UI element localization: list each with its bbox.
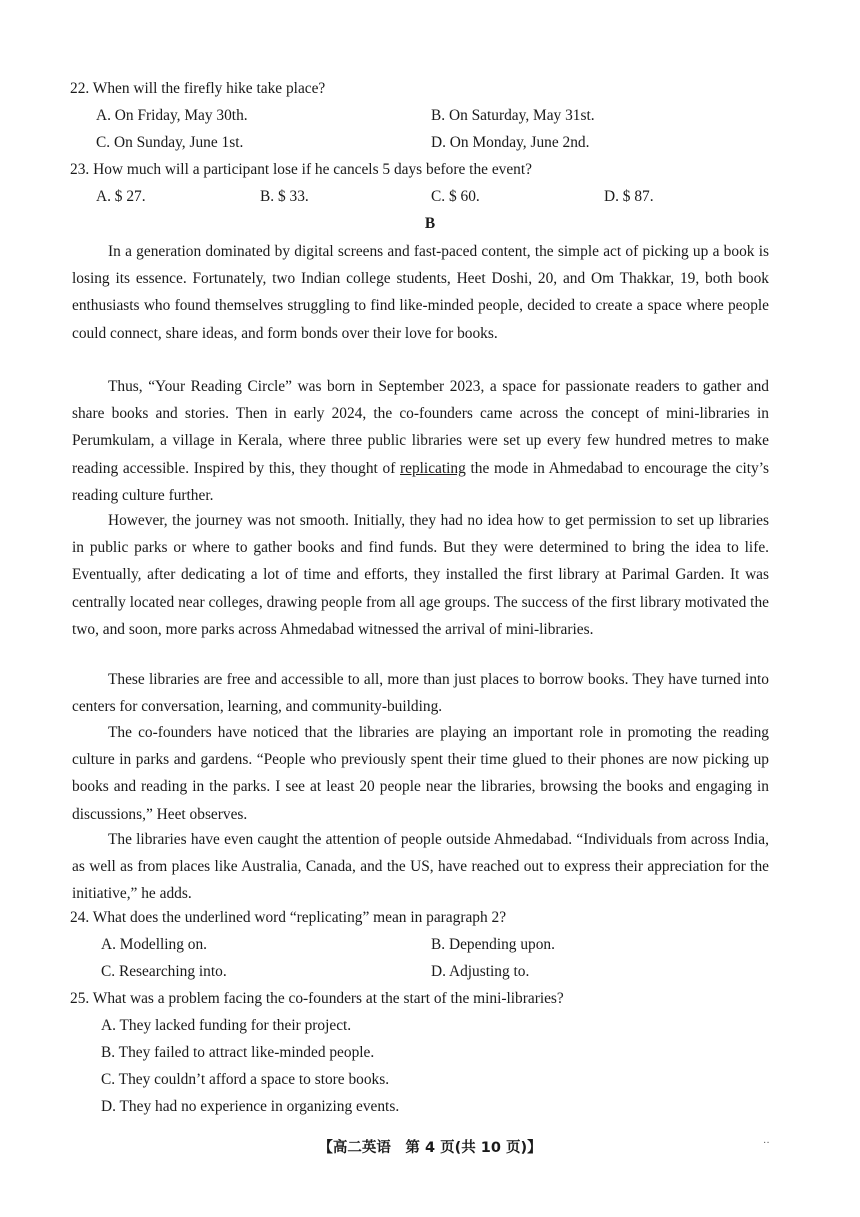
passage-paragraph-4: These libraries are free and accessible to all, more than just places to borrow books. They have turned into centers for conversation, learning, and community-building. xyxy=(72,671,769,716)
underlined-word-replicating: replicating xyxy=(400,459,466,477)
corner-mark: ·· xyxy=(763,1138,770,1149)
passage-paragraph-3: However, the journey was not smooth. Initially, they had no idea how to get permission to set up libraries in public parks or where to gather books and find funds. But they were determined to bring the idea to life. Eventually, after dedicating a lot of time and efforts, they installed the first library at Parimal Garden. It was centrally located near colleges, drawing people from all age groups. The success of the first library motivated the two, and soon, more parks across Ahmedabad witnessed the arrival of mini-libraries. xyxy=(72,512,769,638)
paragraph-2-text-after: the mode in Ahmedabad to encourage the city’s reading culture further. xyxy=(72,459,769,504)
q22-option-c: C. On Sunday, June 1st. xyxy=(96,134,244,151)
section-heading-b: B xyxy=(424,215,436,232)
passage-paragraph-2 xyxy=(72,373,769,509)
q23-option-b: B. $ 33. xyxy=(260,188,309,205)
passage-paragraph-5: The co-founders have noticed that the libraries are playing an important role in promoting the reading culture in parks and gardens. “People who previously spent their time glued to their phones are now picking up books and reading in the parks. I see at least 20 people near the libraries, browsing the books and engaging in discussions,” Heet observes. xyxy=(72,724,769,823)
q24-option-c: C. Researching into. xyxy=(101,963,227,980)
q25-option-a: A. They lacked funding for their project. xyxy=(101,1017,352,1034)
q24-option-d: D. Adjusting to. xyxy=(431,963,530,980)
q22-option-d: D. On Monday, June 2nd. xyxy=(431,134,590,151)
question-23: 23. How much will a participant lose if he cancels 5 days before the event? xyxy=(70,161,532,178)
q24-option-b: B. Depending upon. xyxy=(431,936,555,953)
paragraph-2-text-before: Thus, “Your Reading Circle” was born in September 2023, a space for passionate readers to gather and share books and stories. Then in early 2024, the co-founders came across the concept of mini-libraries in Perumkulam, a village in Kerala, where three public libraries were set up every few hundred metres to make reading accessible. Inspired by this, they thought of xyxy=(72,378,769,477)
question-24: 24. What does the underlined word “replicating” mean in paragraph 2? xyxy=(70,909,507,926)
q25-option-d: D. They had no experience in organizing events. xyxy=(101,1098,400,1115)
passage-paragraph-1: In a generation dominated by digital screens and fast-paced content, the simple act of picking up a book is losing its essence. Fortunately, two Indian college students, Heet Doshi, 20, and Om Thakkar, 19, both book enthusiasts who found themselves struggling to find like-minded people, decided to create a space where people could connect, share ideas, and form bonds over their love for books. xyxy=(72,243,769,342)
q22-option-b: B. On Saturday, May 31st. xyxy=(431,107,595,124)
q23-option-c: C. $ 60. xyxy=(431,188,480,205)
q25-option-b: B. They failed to attract like-minded people. xyxy=(101,1044,375,1061)
passage-paragraph-6: The libraries have even caught the attention of people outside Ahmedabad. “Individuals from across India, as well as from places like Australia, Canada, and the US, have reached out to express their appreciation for the initiative,” he adds. xyxy=(72,831,769,903)
q23-option-d: D. $ 87. xyxy=(604,188,654,205)
page-footer: 【高二英语 第 4 页(共 10 页)】 xyxy=(318,1140,542,1156)
q22-option-a: A. On Friday, May 30th. xyxy=(96,107,248,124)
q23-option-a: A. $ 27. xyxy=(96,188,146,205)
question-25: 25. What was a problem facing the co-founders at the start of the mini-libraries? xyxy=(70,990,564,1007)
q24-option-a: A. Modelling on. xyxy=(101,936,208,953)
q25-option-c: C. They couldn’t afford a space to store books. xyxy=(101,1071,390,1088)
question-22: 22. When will the firefly hike take place? xyxy=(70,80,326,97)
